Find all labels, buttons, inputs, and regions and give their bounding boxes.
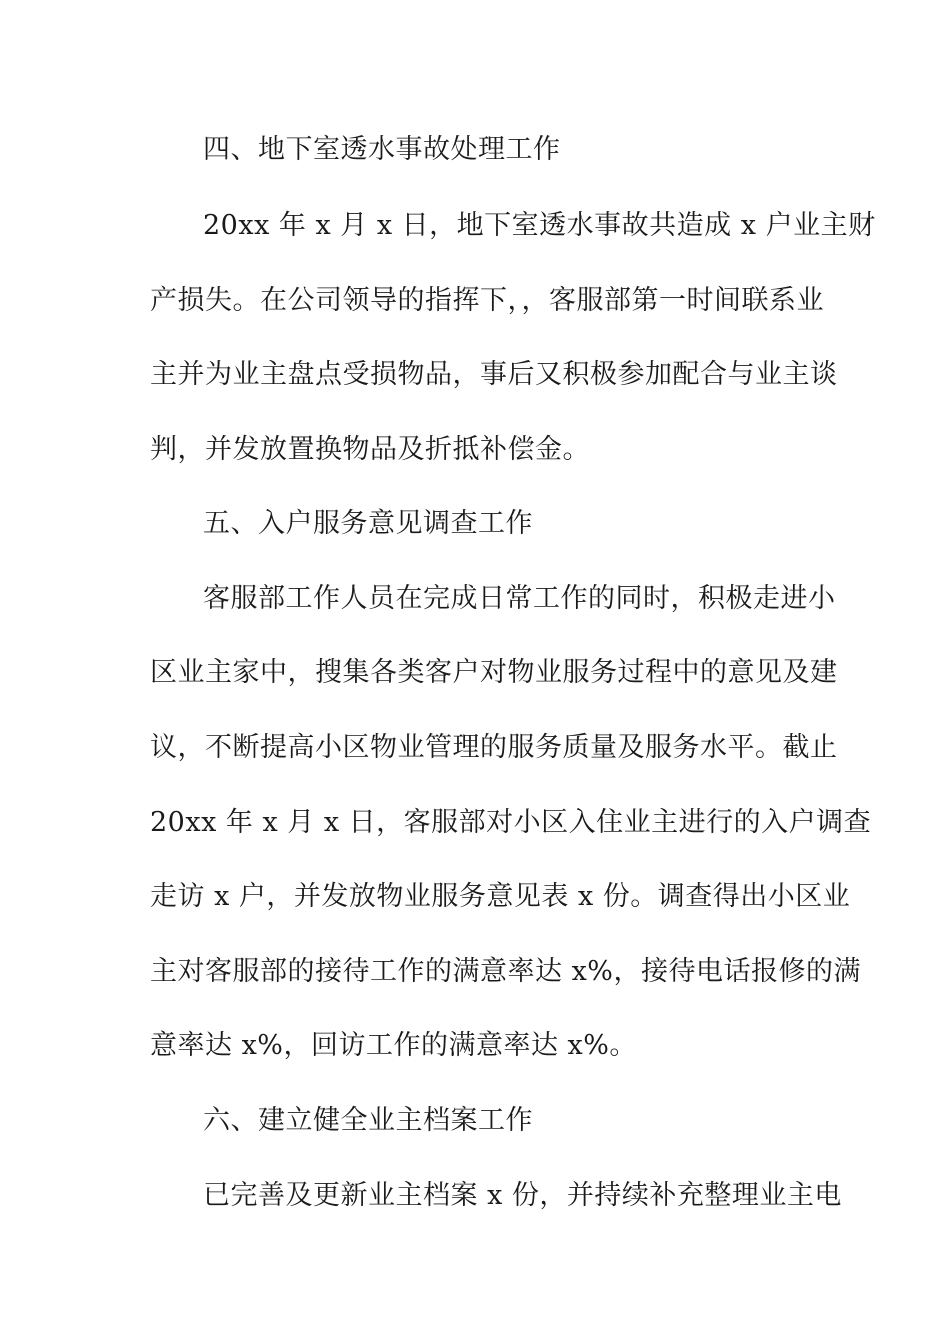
paragraph-line: 意率达 x%，回访工作的满意率达 x%。: [150, 1030, 637, 1061]
section-heading-basement-flood: 四、地下室透水事故处理工作: [203, 134, 561, 165]
section-heading-owner-archive: 六、建立健全业主档案工作: [203, 1105, 533, 1136]
paragraph-line: 20xx 年 x 月 x 日，地下室透水事故共造成 x 户业主财: [203, 210, 876, 241]
paragraph-line: 20xx 年 x 月 x 日，客服部对小区入住业主进行的入户调查: [150, 807, 872, 838]
section-heading-survey: 五、入户服务意见调查工作: [203, 508, 533, 539]
paragraph-line: 已完善及更新业主档案 x 份，并持续补充整理业主电: [203, 1180, 842, 1211]
paragraph-line: 走访 x 户，并发放物业服务意见表 x 份。调查得出小区业: [150, 881, 851, 912]
paragraph-line: 议，不断提高小区物业管理的服务质量及服务水平。截止: [150, 732, 838, 763]
paragraph-line: 产损失。在公司领导的指挥下，，客服部第一时间联系业: [150, 285, 824, 316]
paragraph-line: 区业主家中，搜集各类客户对物业服务过程中的意见及建: [150, 657, 838, 688]
paragraph-line: 判，并发放置换物品及折抵补偿金。: [150, 434, 590, 465]
paragraph-line: 主并为业主盘点受损物品，事后又积极参加配合与业主谈: [150, 359, 838, 390]
paragraph-line: 主对客服部的接待工作的满意率达 x%，接待电话报修的满: [150, 956, 861, 987]
paragraph-line: 客服部工作人员在完成日常工作的同时，积极走进小: [203, 583, 836, 614]
